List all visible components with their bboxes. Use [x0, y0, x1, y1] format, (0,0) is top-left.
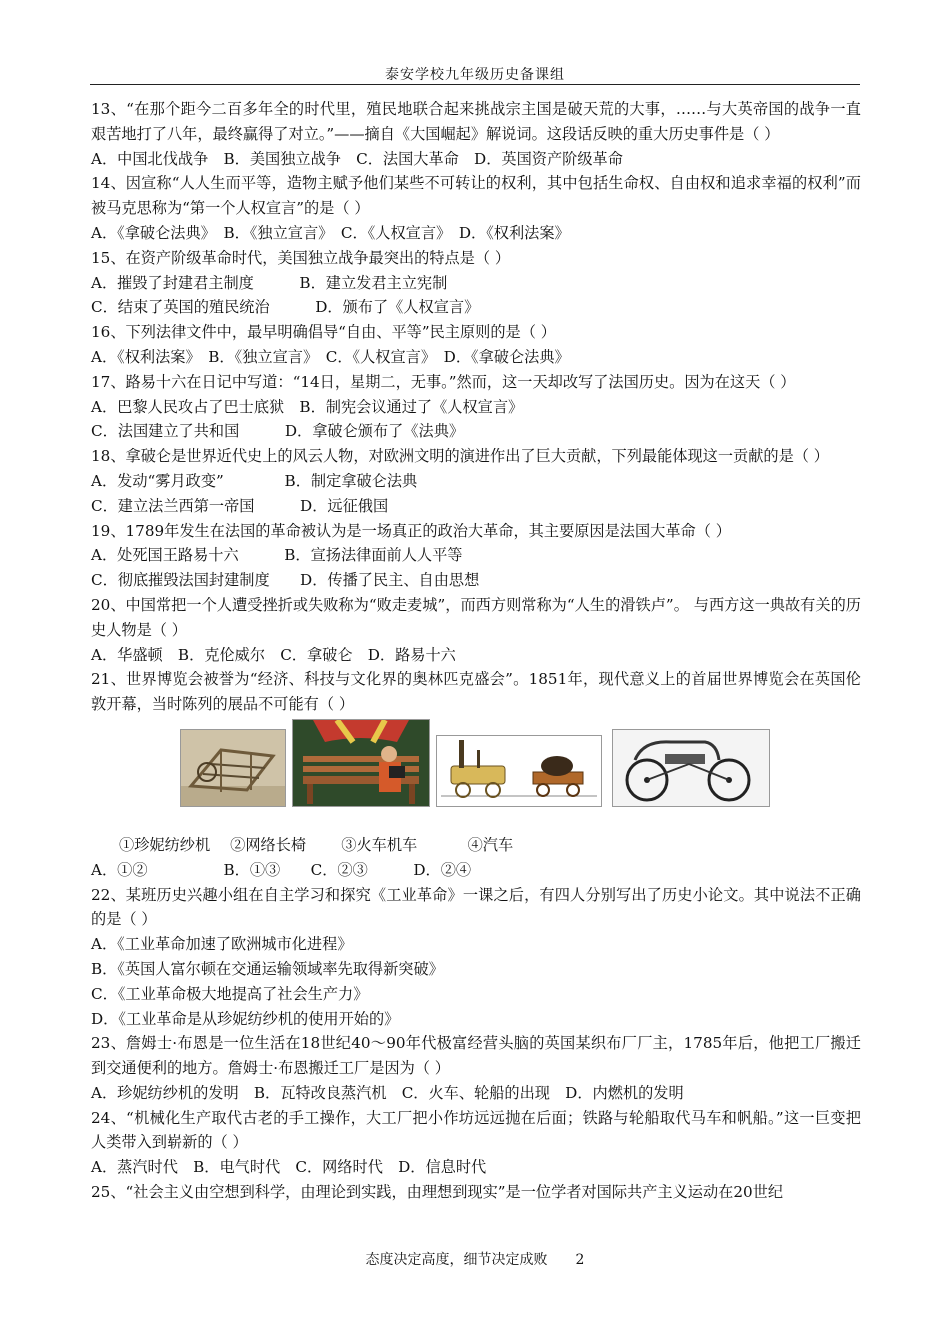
page-footer: 态度决定高度，细节决定成败 2: [365, 1252, 585, 1268]
question-17-options-cd: C．法国建立了共和国 D．拿破仑颁布了《法典》: [91, 422, 465, 441]
question-20-options: A．华盛顿 B．克伦威尔 C．拿破仑 D．路易十六: [91, 645, 456, 664]
question-15-options-ab: A．摧毁了封建君主制度 B．建立发君主立宪制: [91, 273, 448, 292]
option-c: C．②③: [310, 860, 368, 879]
question-22-option-a: A．《工业革命加速了欧洲城市化进程》: [91, 935, 353, 954]
question-25-stem: 25、“社会主义由空想到科学，由理论到实践，由理想到现实”是一位学者对国际共产主义运动在20世纪: [91, 1183, 784, 1202]
question-17-options-ab: A．巴黎人民攻占了巴士底狱 B．制宪会议通过了《人权宣言》: [91, 397, 524, 416]
caption-3: ③火车机车: [341, 835, 418, 854]
question-18-options-ab: A．发动“雾月政变” B．制定拿破仑法典: [91, 471, 418, 490]
option-b: B．①③: [223, 860, 281, 879]
locomotive-image: [436, 735, 602, 807]
question-23-options: A．珍妮纺纱机的发明 B．瓦特改良蒸汽机 C．火车、轮船的出现 D．内燃机的发明: [91, 1083, 684, 1102]
question-13-stem: 13、“在那个距今二百多年全的时代里，殖民地联合起来挑战宗主国是破天荒的大事，……与大英帝国的战争一直艰苦地打了八年，最终赢得了对立。”——摘自《大国崛起》解说词。这段话反映的重大历史事件是（ ）: [91, 100, 861, 143]
question-14-stem: 14、因宣称“人人生而平等，造物主赋予他们某些不可转让的权利，其中包括生命权、自由权和追求幸福的权利”而被马克思称为“第一个人权宣言”的是（ ）: [91, 174, 861, 218]
question-22-stem: 22、某班历史兴趣小组在自主学习和探究《工业革命》一课之后，有四人分别写出了历史小论文。其中说法不正确的是（ ）: [91, 885, 861, 929]
question-15-options-cd: C．结束了英国的殖民统治 D．颁布了《人权宣言》: [91, 298, 480, 317]
question-list: [91, 97, 861, 1205]
network-bench-image: [292, 719, 430, 807]
question-13-options: A．中国北伐战争 B．美国独立战争 C．法国大革命 D．英国资产阶级革命: [91, 149, 623, 168]
automobile-image: [612, 729, 770, 807]
question-24-stem: 24、“机械化生产取代古老的手工操作，大工厂把小作坊远远抛在后面；铁路与轮船取代马车和帆船。”这一巨变把人类带入到崭新的（ ）: [91, 1108, 861, 1152]
question-21-captions: [91, 833, 861, 858]
question-21-figures: [91, 719, 861, 833]
caption-1: ①珍妮纺纱机: [119, 835, 211, 854]
question-22-option-b: B．《英国人富尔顿在交通运输领域率先取得新突破》: [91, 959, 444, 978]
question-17-stem: 17、路易十六在日记中写道：“14日，星期二，无事。”然而，这一天却改写了法国历史。因为在这天（ ）: [91, 372, 796, 391]
question-18-options-cd: C．建立法兰西第一帝国 D．远征俄国: [91, 496, 389, 515]
question-22-option-d: D．《工业革命是从珍妮纺纱机的使用开始的》: [91, 1009, 400, 1028]
question-18-stem: 18、拿破仑是世界近代史上的风云人物，对欧洲文明的演进作出了巨大贡献，下列最能体现这一贡献的是（ ）: [91, 447, 829, 466]
question-19-options-cd: C．彻底摧毁法国封建制度 D．传播了民主、自由思想: [91, 571, 480, 590]
question-24-options: A．蒸汽时代 B．电气时代 C．网络时代 D．信息时代: [91, 1158, 487, 1177]
question-21-options: [91, 858, 861, 883]
question-21-stem: 21、世界博览会被誉为“经济、科技与文化界的奥林匹克盛会”。1851年，现代意义上的首届世界博览会在英国伦敦开幕，当时陈列的展品不可能有（ ）: [91, 670, 861, 714]
question-22-option-c: C．《工业革命极大地提高了社会生产力》: [91, 984, 369, 1003]
page-header: 泰安学校九年级历史备课组: [385, 67, 565, 83]
question-16-options: A．《权利法案》 B．《独立宣言》 C．《人权宣言》 D．《拿破仑法典》: [91, 347, 570, 366]
question-20-stem: 20、中国常把一个人遭受挫折或失败称为“败走麦城”，而西方则常称为“人生的滑铁卢”。 与西方这一典故有关的历史人物是（ ）: [91, 595, 861, 639]
question-14-options: A．《拿破仑法典》 B．《独立宣言》 C．《人权宣言》 D．《权利法案》: [91, 223, 570, 242]
question-16-stem: 16、下列法律文件中，最早明确倡导“自由、平等”民主原则的是（ ）: [91, 323, 556, 342]
question-19-options-ab: A．处死国王路易十六 B．宣扬法律面前人人平等: [91, 546, 463, 565]
caption-2: ②网络长椅: [230, 835, 307, 854]
spinning-jenny-image: [180, 729, 286, 807]
caption-4: ④汽车: [467, 835, 514, 854]
header-rule: [90, 84, 860, 85]
option-a: A．①②: [91, 860, 148, 879]
option-d: D．②④: [413, 860, 472, 879]
question-15-stem: 15、在资产阶级革命时代，美国独立战争最突出的特点是（ ）: [91, 248, 511, 267]
question-23-stem: 23、詹姆士·布恩是一位生活在18世纪40～90年代极富经营头脑的英国某织布厂厂主，1785年后，他把工厂搬迁到交通便利的地方。詹姆士·布恩搬迁工厂是因为（ ）: [91, 1034, 861, 1078]
question-19-stem: 19、1789年发生在法国的革命被认为是一场真正的政治大革命，其主要原因是法国大革命（ ）: [91, 521, 731, 540]
